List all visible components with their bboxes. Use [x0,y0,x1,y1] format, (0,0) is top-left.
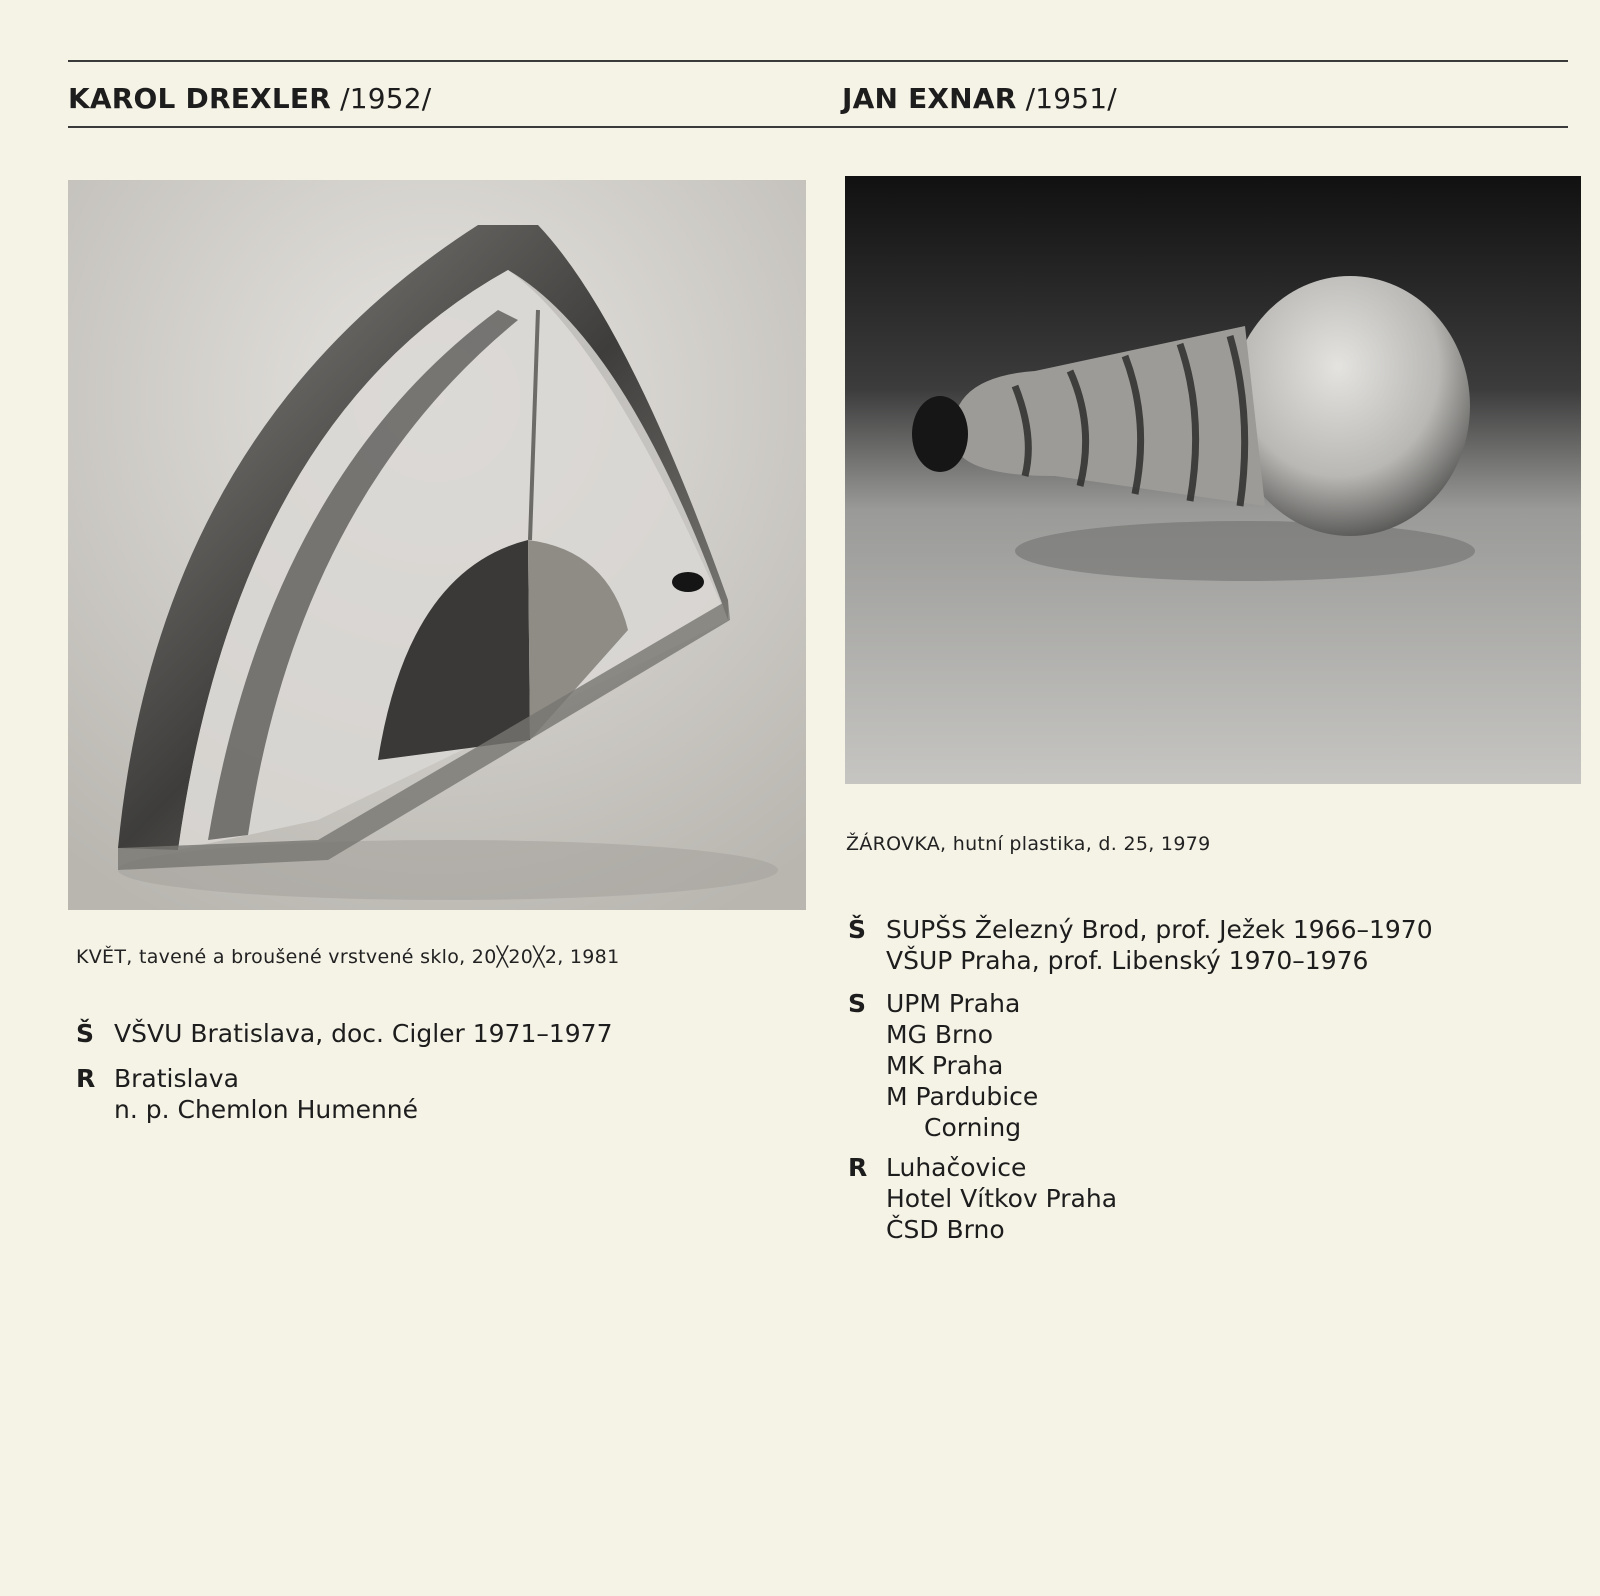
entry-line: Bratislava [114,1064,239,1093]
artist-name: JAN EXNAR [842,82,1017,115]
entry-line: VŠVU Bratislava, doc. Cigler 1971–1977 [114,1019,613,1048]
sculpture-photo-kvet [68,180,806,910]
top-rule [68,60,1568,62]
entry-line: M Pardubice [886,1082,1039,1111]
artwork-caption: KVĚT, tavené a broušené vrstvené sklo, 20╳20╳2, 1981 [76,946,620,968]
entry-line: MG Brno [886,1020,994,1049]
sculpture-photo-zarovka [845,176,1581,784]
artist-heading-right [842,82,1117,115]
entry-key: R [848,1153,868,1182]
entry-line: n. p. Chemlon Humenné [114,1095,419,1124]
entry-line: ČSD Brno [886,1215,1005,1244]
header-bottom-rule [68,126,1568,128]
artwork-caption: ŽÁROVKA, hutní plastika, d. 25, 1979 [846,833,1211,855]
entry-line: Hotel Vítkov Praha [886,1184,1118,1213]
artist-heading-left [68,82,431,115]
entry-line: MK Praha [886,1051,1004,1080]
glass-light-bulb-sculpture-icon [845,176,1581,784]
entry-line: Corning [924,1113,1022,1142]
entry-line: VŠUP Praha, prof. Libenský 1970–1976 [886,946,1369,975]
entry-key: Š [848,915,867,944]
artist-name: KAROL DREXLER [68,82,331,115]
glass-half-disc-sculpture-icon [68,180,806,910]
entry-key: Š [76,1019,95,1048]
entry-key: R [76,1064,96,1093]
artist-year: /1952/ [340,82,432,115]
artist-year: /1951/ [1025,82,1117,115]
entry-line: SUPŠS Železný Brod, prof. Ježek 1966–1970 [886,915,1433,944]
entry-line: UPM Praha [886,989,1021,1018]
entry-line: Luhačovice [886,1153,1027,1182]
entry-key: S [848,989,867,1018]
